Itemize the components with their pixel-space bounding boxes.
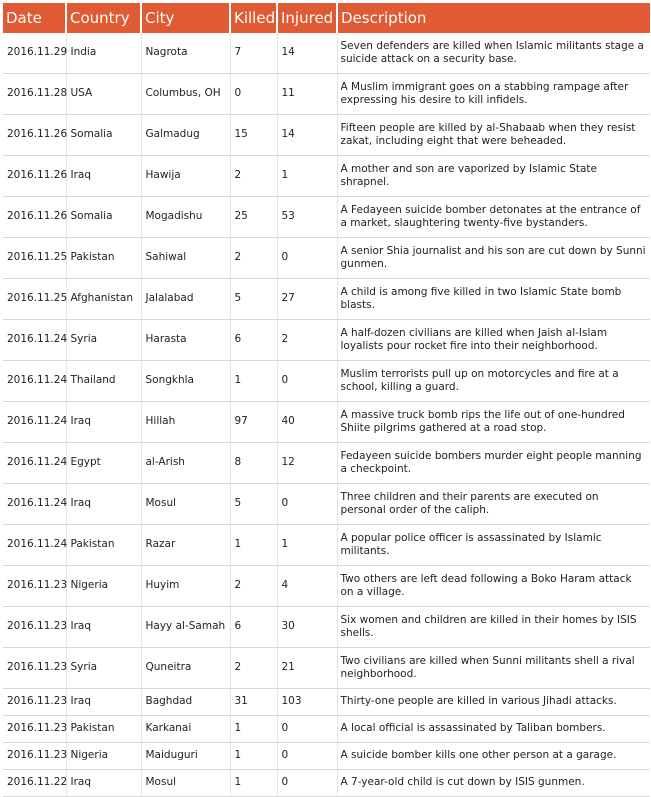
cell-country: USA bbox=[66, 74, 141, 115]
cell-killed: 97 bbox=[230, 402, 277, 443]
cell-description: A child is among five killed in two Islamic State bomb blasts. bbox=[337, 279, 650, 320]
table-row bbox=[3, 74, 650, 115]
cell-city: Quneitra bbox=[141, 648, 230, 689]
cell-date: 2016.11.24 bbox=[3, 402, 66, 443]
cell-killed: 5 bbox=[230, 279, 277, 320]
cell-killed: 31 bbox=[230, 689, 277, 716]
cell-city: Mosul bbox=[141, 770, 230, 797]
cell-city: Baghdad bbox=[141, 689, 230, 716]
cell-killed: 6 bbox=[230, 320, 277, 361]
cell-injured: 2 bbox=[277, 320, 337, 361]
cell-killed: 15 bbox=[230, 115, 277, 156]
cell-date: 2016.11.29 bbox=[3, 33, 66, 74]
cell-city: al-Arish bbox=[141, 443, 230, 484]
cell-killed: 6 bbox=[230, 607, 277, 648]
cell-date: 2016.11.23 bbox=[3, 607, 66, 648]
cell-country: Pakistan bbox=[66, 238, 141, 279]
cell-injured: 11 bbox=[277, 74, 337, 115]
cell-city: Hillah bbox=[141, 402, 230, 443]
table-row bbox=[3, 197, 650, 238]
cell-injured: 0 bbox=[277, 770, 337, 797]
cell-description: Seven defenders are killed when Islamic militants stage a suicide attack on a security base. bbox=[337, 33, 650, 74]
cell-country: Iraq bbox=[66, 156, 141, 197]
cell-date: 2016.11.23 bbox=[3, 566, 66, 607]
cell-country: Afghanistan bbox=[66, 279, 141, 320]
table-row bbox=[3, 743, 650, 770]
cell-killed: 1 bbox=[230, 716, 277, 743]
cell-city: Nagrota bbox=[141, 33, 230, 74]
cell-country: Iraq bbox=[66, 689, 141, 716]
attacks-table bbox=[3, 3, 650, 797]
cell-date: 2016.11.24 bbox=[3, 525, 66, 566]
cell-city: Jalalabad bbox=[141, 279, 230, 320]
cell-date: 2016.11.28 bbox=[3, 74, 66, 115]
header-country: Country bbox=[66, 3, 141, 33]
table-row bbox=[3, 115, 650, 156]
table-row bbox=[3, 525, 650, 566]
cell-description: Three children and their parents are executed on personal order of the caliph. bbox=[337, 484, 650, 525]
cell-description: A half-dozen civilians are killed when Jaish al-Islam loyalists pour rocket fire into their neighborhood. bbox=[337, 320, 650, 361]
cell-date: 2016.11.22 bbox=[3, 770, 66, 797]
cell-description: A massive truck bomb rips the life out of one-hundred Shiite pilgrims gathered at a road stop. bbox=[337, 402, 650, 443]
cell-killed: 2 bbox=[230, 156, 277, 197]
cell-injured: 0 bbox=[277, 484, 337, 525]
cell-city: Sahiwal bbox=[141, 238, 230, 279]
cell-date: 2016.11.26 bbox=[3, 156, 66, 197]
cell-country: Somalia bbox=[66, 197, 141, 238]
cell-country: Nigeria bbox=[66, 566, 141, 607]
table-row bbox=[3, 566, 650, 607]
cell-country: Iraq bbox=[66, 607, 141, 648]
table-row bbox=[3, 607, 650, 648]
cell-injured: 14 bbox=[277, 115, 337, 156]
cell-injured: 14 bbox=[277, 33, 337, 74]
table-row bbox=[3, 320, 650, 361]
header-killed: Killed bbox=[230, 3, 277, 33]
attacks-table-container bbox=[3, 3, 650, 797]
cell-killed: 1 bbox=[230, 743, 277, 770]
cell-injured: 30 bbox=[277, 607, 337, 648]
table-row bbox=[3, 716, 650, 743]
cell-description: Muslim terrorists pull up on motorcycles and fire at a school, killing a guard. bbox=[337, 361, 650, 402]
cell-city: Huyim bbox=[141, 566, 230, 607]
table-row bbox=[3, 770, 650, 797]
cell-country: Egypt bbox=[66, 443, 141, 484]
cell-description: Fedayeen suicide bombers murder eight people manning a checkpoint. bbox=[337, 443, 650, 484]
cell-killed: 2 bbox=[230, 648, 277, 689]
cell-injured: 0 bbox=[277, 238, 337, 279]
cell-killed: 8 bbox=[230, 443, 277, 484]
cell-country: Syria bbox=[66, 320, 141, 361]
cell-city: Mosul bbox=[141, 484, 230, 525]
cell-description: A 7-year-old child is cut down by ISIS gunmen. bbox=[337, 770, 650, 797]
cell-country: Pakistan bbox=[66, 716, 141, 743]
cell-description: Thirty-one people are killed in various Jihadi attacks. bbox=[337, 689, 650, 716]
table-row bbox=[3, 238, 650, 279]
cell-country: India bbox=[66, 33, 141, 74]
cell-killed: 7 bbox=[230, 33, 277, 74]
cell-injured: 1 bbox=[277, 525, 337, 566]
cell-injured: 21 bbox=[277, 648, 337, 689]
cell-country: Syria bbox=[66, 648, 141, 689]
cell-injured: 0 bbox=[277, 716, 337, 743]
cell-injured: 27 bbox=[277, 279, 337, 320]
cell-injured: 4 bbox=[277, 566, 337, 607]
cell-country: Pakistan bbox=[66, 525, 141, 566]
cell-country: Thailand bbox=[66, 361, 141, 402]
cell-injured: 53 bbox=[277, 197, 337, 238]
cell-injured: 40 bbox=[277, 402, 337, 443]
cell-city: Hawija bbox=[141, 156, 230, 197]
cell-city: Mogadishu bbox=[141, 197, 230, 238]
table-row bbox=[3, 648, 650, 689]
cell-country: Iraq bbox=[66, 402, 141, 443]
cell-country: Iraq bbox=[66, 770, 141, 797]
header-row bbox=[3, 3, 650, 33]
header-injured: Injured bbox=[277, 3, 337, 33]
cell-description: A senior Shia journalist and his son are cut down by Sunni gunmen. bbox=[337, 238, 650, 279]
cell-city: Galmadug bbox=[141, 115, 230, 156]
table-row bbox=[3, 361, 650, 402]
cell-description: A Fedayeen suicide bomber detonates at the entrance of a market, slaughtering twenty-five bystanders. bbox=[337, 197, 650, 238]
table-row bbox=[3, 279, 650, 320]
cell-description: A popular police officer is assassinated by Islamic militants. bbox=[337, 525, 650, 566]
table-row bbox=[3, 33, 650, 74]
cell-description: Two civilians are killed when Sunni militants shell a rival neighborhood. bbox=[337, 648, 650, 689]
cell-killed: 2 bbox=[230, 566, 277, 607]
table-row bbox=[3, 156, 650, 197]
cell-country: Nigeria bbox=[66, 743, 141, 770]
header-date: Date bbox=[3, 3, 66, 33]
cell-country: Iraq bbox=[66, 484, 141, 525]
cell-description: A Muslim immigrant goes on a stabbing rampage after expressing his desire to kill infidels. bbox=[337, 74, 650, 115]
cell-injured: 0 bbox=[277, 361, 337, 402]
cell-date: 2016.11.24 bbox=[3, 443, 66, 484]
cell-date: 2016.11.25 bbox=[3, 279, 66, 320]
cell-date: 2016.11.23 bbox=[3, 689, 66, 716]
cell-date: 2016.11.24 bbox=[3, 320, 66, 361]
table-row bbox=[3, 443, 650, 484]
cell-killed: 5 bbox=[230, 484, 277, 525]
cell-city: Columbus, OH bbox=[141, 74, 230, 115]
cell-killed: 1 bbox=[230, 770, 277, 797]
cell-date: 2016.11.26 bbox=[3, 115, 66, 156]
cell-city: Karkanai bbox=[141, 716, 230, 743]
cell-date: 2016.11.26 bbox=[3, 197, 66, 238]
cell-date: 2016.11.23 bbox=[3, 716, 66, 743]
table-body bbox=[3, 33, 650, 797]
cell-description: A mother and son are vaporized by Islamic State shrapnel. bbox=[337, 156, 650, 197]
cell-city: Razar bbox=[141, 525, 230, 566]
cell-description: Two others are left dead following a Boko Haram attack on a village. bbox=[337, 566, 650, 607]
cell-injured: 12 bbox=[277, 443, 337, 484]
cell-killed: 0 bbox=[230, 74, 277, 115]
header-description: Description bbox=[337, 3, 650, 33]
cell-description: A local official is assassinated by Taliban bombers. bbox=[337, 716, 650, 743]
cell-country: Somalia bbox=[66, 115, 141, 156]
cell-date: 2016.11.24 bbox=[3, 361, 66, 402]
table-row bbox=[3, 484, 650, 525]
cell-injured: 103 bbox=[277, 689, 337, 716]
cell-date: 2016.11.24 bbox=[3, 484, 66, 525]
cell-description: A suicide bomber kills one other person at a garage. bbox=[337, 743, 650, 770]
cell-date: 2016.11.25 bbox=[3, 238, 66, 279]
cell-date: 2016.11.23 bbox=[3, 648, 66, 689]
cell-description: Fifteen people are killed by al-Shabaab when they resist zakat, including eight that were beheaded. bbox=[337, 115, 650, 156]
table-header bbox=[3, 3, 650, 33]
cell-killed: 2 bbox=[230, 238, 277, 279]
cell-injured: 0 bbox=[277, 743, 337, 770]
table-row bbox=[3, 689, 650, 716]
cell-city: Harasta bbox=[141, 320, 230, 361]
cell-killed: 25 bbox=[230, 197, 277, 238]
header-city: City bbox=[141, 3, 230, 33]
cell-injured: 1 bbox=[277, 156, 337, 197]
cell-description: Six women and children are killed in their homes by ISIS shells. bbox=[337, 607, 650, 648]
cell-killed: 1 bbox=[230, 525, 277, 566]
table-row bbox=[3, 402, 650, 443]
cell-killed: 1 bbox=[230, 361, 277, 402]
cell-city: Songkhla bbox=[141, 361, 230, 402]
cell-date: 2016.11.23 bbox=[3, 743, 66, 770]
cell-city: Hayy al-Samah bbox=[141, 607, 230, 648]
cell-city: Maiduguri bbox=[141, 743, 230, 770]
